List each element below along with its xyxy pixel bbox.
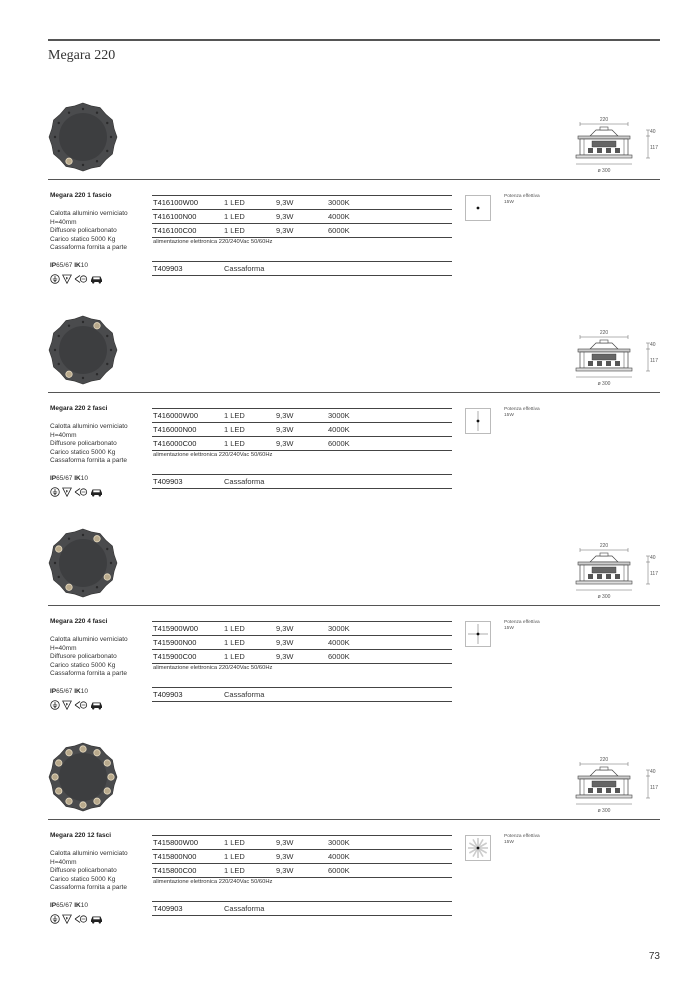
description-line: H=40mm	[50, 644, 77, 652]
description-line: Calotta alluminio verniciato	[50, 210, 128, 217]
product-image	[48, 102, 118, 172]
svg-text:F: F	[65, 488, 69, 494]
led-count: 1 LED	[224, 439, 245, 448]
accessory-row	[152, 901, 452, 916]
power-value: 9,3W	[276, 439, 294, 448]
description-line: H=40mm	[50, 858, 77, 866]
dim-height-total-label: 117	[650, 785, 658, 791]
dim-height-total-label: 117	[650, 145, 658, 151]
ip-value: 65/67	[56, 475, 73, 482]
product-section	[0, 102, 700, 315]
led-count: 1 LED	[224, 838, 245, 847]
car-icon	[90, 487, 103, 497]
accessory-name: Cassaforma	[224, 264, 265, 273]
description-line: Diffusore policarbonato	[50, 867, 117, 874]
accessory-code: T409903	[153, 904, 183, 913]
power-supply-note: alimentazione elettronica 220/240Vac 50/60Hz	[153, 879, 273, 885]
ip-rating	[50, 475, 88, 482]
ip-rating	[50, 688, 88, 695]
power-value: 9,3W	[276, 226, 294, 235]
ik-label: IK	[74, 688, 81, 695]
product-code: T415900W00	[153, 624, 199, 633]
led-count: 1 LED	[224, 652, 245, 661]
power-label-text: Potenza effettiva	[504, 834, 540, 839]
power-value: 9,3W	[276, 838, 294, 847]
certification-icons	[50, 273, 103, 284]
table-row	[152, 209, 452, 223]
f-mark-icon	[62, 700, 72, 710]
cut-out-icon	[74, 487, 88, 497]
section-rule	[48, 605, 660, 606]
product-code: T415900N00	[153, 638, 197, 647]
dimension-drawing	[566, 102, 666, 177]
ip-rating	[50, 262, 88, 269]
effective-power	[504, 194, 540, 206]
ik-value: 10	[80, 688, 88, 695]
svg-text:F: F	[65, 915, 69, 921]
section-rule	[48, 392, 660, 393]
top-rule	[48, 39, 660, 41]
dim-height-top-label: 40	[650, 129, 656, 135]
product-code: T416000W00	[153, 411, 199, 420]
product-name: Megara 220 12 fasci	[50, 832, 112, 839]
description-list	[50, 423, 128, 466]
power-supply-note: alimentazione elettronica 220/240Vac 50/60Hz	[153, 239, 273, 245]
power-label-value: 15W	[504, 200, 514, 205]
product-section	[0, 315, 700, 528]
f-mark-icon	[62, 487, 72, 497]
page-number: 73	[648, 951, 660, 962]
effective-power	[504, 620, 540, 632]
description-line: Diffusore policarbonato	[50, 227, 117, 234]
power-label-value: 15W	[504, 626, 514, 631]
power-supply-note: alimentazione elettronica 220/240Vac 50/60Hz	[153, 665, 273, 671]
accessory-name: Cassaforma	[224, 477, 265, 486]
dimension-drawing	[566, 742, 666, 817]
variant-table	[152, 621, 452, 664]
color-temp: 6000K	[328, 866, 350, 875]
car-icon	[90, 274, 103, 284]
ground-icon	[50, 914, 60, 924]
dim-diameter-label: ø 300	[597, 594, 611, 600]
product-code: T415800N00	[153, 852, 197, 861]
ik-value: 10	[80, 475, 88, 482]
dimension-drawing	[566, 315, 666, 390]
page-title: Megara 220	[48, 48, 116, 63]
beam-pattern-icon	[465, 195, 491, 221]
variant-table	[152, 835, 452, 878]
product-code: T415800C00	[153, 866, 197, 875]
description-line: Cassaforma fornita a parte	[50, 457, 127, 464]
description-line: Carico statico 5000 Kg	[50, 875, 116, 883]
accessory-name: Cassaforma	[224, 690, 265, 699]
ip-value: 65/67	[56, 262, 73, 269]
dim-diameter-label: ø 300	[597, 808, 611, 814]
power-label-text: Potenza effettiva	[504, 407, 540, 412]
f-mark-icon	[62, 914, 72, 924]
description-list	[50, 850, 128, 893]
certification-icons	[50, 699, 103, 710]
led-count: 1 LED	[224, 624, 245, 633]
table-row	[152, 621, 452, 635]
dim-height-top-label: 40	[650, 769, 656, 775]
power-value: 9,3W	[276, 411, 294, 420]
section-rule	[48, 179, 660, 180]
dim-width-label: 220	[599, 543, 609, 549]
beam-pattern-icon	[465, 408, 491, 434]
power-value: 9,3W	[276, 425, 294, 434]
product-section	[0, 528, 700, 741]
accessory-name: Cassaforma	[224, 904, 265, 913]
accessory-row	[152, 261, 452, 276]
led-count: 1 LED	[224, 638, 245, 647]
table-row	[152, 635, 452, 649]
led-count: 1 LED	[224, 198, 245, 207]
power-supply-note: alimentazione elettronica 220/240Vac 50/60Hz	[153, 452, 273, 458]
color-temp: 4000K	[328, 638, 350, 647]
power-value: 9,3W	[276, 638, 294, 647]
power-value: 9,3W	[276, 212, 294, 221]
dim-diameter-label: ø 300	[597, 168, 611, 174]
certification-icons	[50, 913, 103, 924]
product-code: T415900C00	[153, 652, 197, 661]
f-mark-icon	[62, 274, 72, 284]
description-line: Diffusore policarbonato	[50, 440, 117, 447]
cut-out-icon	[74, 700, 88, 710]
ip-rating	[50, 902, 88, 909]
description-line: Calotta alluminio verniciato	[50, 636, 128, 643]
product-image	[48, 528, 118, 598]
ip-label: IP	[50, 475, 57, 482]
product-code: T416000C00	[153, 439, 197, 448]
product-image	[48, 315, 118, 385]
ip-label: IP	[50, 262, 57, 269]
description-line: H=40mm	[50, 218, 77, 226]
description-line: Cassaforma fornita a parte	[50, 884, 127, 891]
table-row	[152, 408, 452, 422]
svg-text:F: F	[65, 701, 69, 707]
power-value: 9,3W	[276, 866, 294, 875]
ik-label: IK	[74, 902, 81, 909]
description-line: Cassaforma fornita a parte	[50, 670, 127, 677]
led-count: 1 LED	[224, 852, 245, 861]
cut-out-icon	[74, 274, 88, 284]
table-row	[152, 223, 452, 238]
color-temp: 4000K	[328, 425, 350, 434]
led-count: 1 LED	[224, 226, 245, 235]
description-line: H=40mm	[50, 431, 77, 439]
power-label-value: 15W	[504, 413, 514, 418]
accessory-row	[152, 474, 452, 489]
color-temp: 4000K	[328, 212, 350, 221]
product-name: Megara 220 1 fascio	[50, 192, 112, 199]
table-row	[152, 835, 452, 849]
color-temp: 3000K	[328, 411, 350, 420]
cut-out-icon	[74, 914, 88, 924]
accessory-row	[152, 687, 452, 702]
product-name: Megara 220 2 fasci	[50, 405, 108, 412]
ip-value: 65/67	[56, 902, 73, 909]
dimension-drawing	[566, 528, 666, 603]
power-value: 9,3W	[276, 198, 294, 207]
dim-height-total-label: 117	[650, 571, 658, 577]
description-list	[50, 636, 128, 679]
table-row	[152, 863, 452, 878]
certification-icons	[50, 486, 103, 497]
table-row	[152, 649, 452, 664]
dim-width-label: 220	[599, 117, 609, 123]
description-line: Cassaforma fornita a parte	[50, 244, 127, 251]
accessory-code: T409903	[153, 690, 183, 699]
ik-value: 10	[80, 262, 88, 269]
description-line: Calotta alluminio verniciato	[50, 423, 128, 430]
car-icon	[90, 700, 103, 710]
led-count: 1 LED	[224, 425, 245, 434]
ip-label: IP	[50, 688, 57, 695]
car-icon	[90, 914, 103, 924]
power-label-text: Potenza effettiva	[504, 194, 540, 199]
color-temp: 6000K	[328, 652, 350, 661]
power-label-value: 15W	[504, 840, 514, 845]
ik-label: IK	[74, 475, 81, 482]
led-count: 1 LED	[224, 212, 245, 221]
product-code: T416100W00	[153, 198, 199, 207]
ground-icon	[50, 274, 60, 284]
product-code: T416000N00	[153, 425, 197, 434]
ik-label: IK	[74, 262, 81, 269]
power-value: 9,3W	[276, 652, 294, 661]
color-temp: 3000K	[328, 198, 350, 207]
product-code: T416100C00	[153, 226, 197, 235]
svg-text:F: F	[65, 275, 69, 281]
power-value: 9,3W	[276, 852, 294, 861]
color-temp: 3000K	[328, 624, 350, 633]
accessory-code: T409903	[153, 264, 183, 273]
product-section	[0, 742, 700, 955]
ground-icon	[50, 487, 60, 497]
product-name: Megara 220 4 fasci	[50, 618, 108, 625]
description-line: Carico statico 5000 Kg	[50, 235, 116, 243]
color-temp: 3000K	[328, 838, 350, 847]
product-code: T415800W00	[153, 838, 199, 847]
dim-height-top-label: 40	[650, 342, 656, 348]
ip-value: 65/67	[56, 688, 73, 695]
dim-diameter-label: ø 300	[597, 381, 611, 387]
effective-power	[504, 407, 540, 419]
color-temp: 6000K	[328, 226, 350, 235]
led-count: 1 LED	[224, 866, 245, 875]
dim-width-label: 220	[599, 757, 609, 763]
led-count: 1 LED	[224, 411, 245, 420]
beam-pattern-icon	[465, 835, 491, 861]
description-line: Diffusore policarbonato	[50, 653, 117, 660]
table-row	[152, 422, 452, 436]
dim-width-label: 220	[599, 330, 609, 336]
dim-height-top-label: 40	[650, 555, 656, 561]
variant-table	[152, 408, 452, 451]
section-rule	[48, 819, 660, 820]
color-temp: 4000K	[328, 852, 350, 861]
power-value: 9,3W	[276, 624, 294, 633]
table-row	[152, 436, 452, 451]
ik-value: 10	[80, 902, 88, 909]
ip-label: IP	[50, 902, 57, 909]
color-temp: 6000K	[328, 439, 350, 448]
product-image	[48, 742, 118, 812]
table-row	[152, 195, 452, 209]
description-list	[50, 210, 128, 253]
power-label-text: Potenza effettiva	[504, 620, 540, 625]
ground-icon	[50, 700, 60, 710]
product-code: T416100N00	[153, 212, 197, 221]
variant-table	[152, 195, 452, 238]
effective-power	[504, 834, 540, 846]
table-row	[152, 849, 452, 863]
beam-pattern-icon	[465, 621, 491, 647]
accessory-code: T409903	[153, 477, 183, 486]
dim-height-total-label: 117	[650, 358, 658, 364]
description-line: Carico statico 5000 Kg	[50, 448, 116, 456]
description-line: Calotta alluminio verniciato	[50, 850, 128, 857]
description-line: Carico statico 5000 Kg	[50, 661, 116, 669]
